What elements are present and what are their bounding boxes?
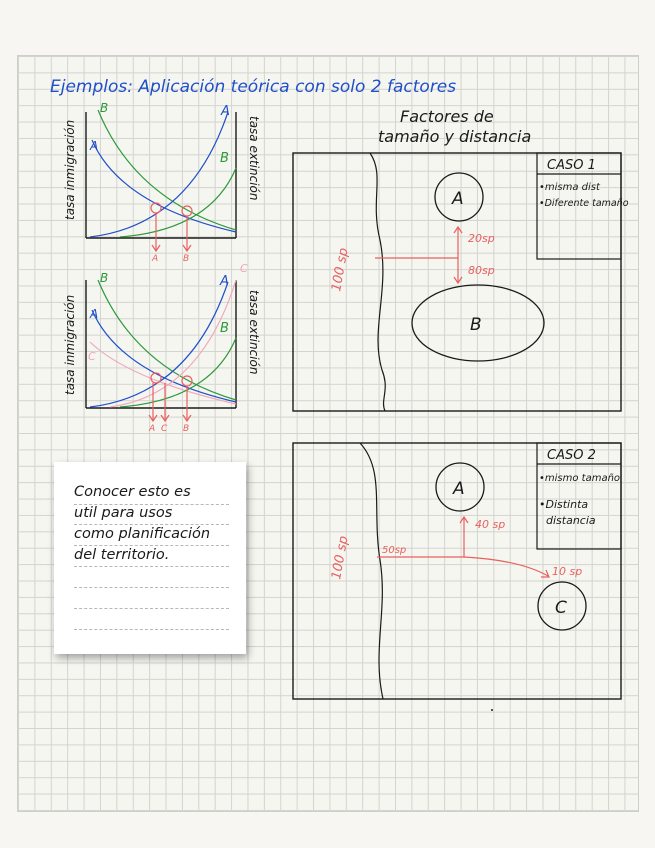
- graph-top: [63, 101, 261, 264]
- curve-label: B: [100, 271, 109, 285]
- arrow-label-b: B: [183, 254, 190, 264]
- flow-mid-label: 50sp: [382, 545, 407, 556]
- curve-label: B: [100, 101, 109, 115]
- factors-title-line2: tamaño y distancia: [378, 127, 532, 146]
- mainland-label: 100 sp: [329, 246, 352, 293]
- island-b-label: B: [470, 315, 482, 335]
- case2-title: CASO 2: [547, 448, 596, 463]
- island-a-label: A: [453, 479, 465, 499]
- arrow-label-b: B: [183, 424, 190, 434]
- case2-note: •mismo tamaño: [539, 473, 621, 484]
- ylabel-left: tasa inmigración: [63, 294, 77, 395]
- curve-label: B: [220, 321, 229, 336]
- curve-extinction-a: [90, 282, 228, 407]
- curve-label: C: [240, 262, 248, 275]
- equilibrium-b: [182, 376, 192, 386]
- mainland-coast: [360, 443, 383, 699]
- case1-note: •misma dist: [539, 182, 600, 193]
- case1-title: CASO 1: [547, 158, 596, 173]
- case1-diagram: [293, 153, 629, 411]
- case2-note: •Distinta: [539, 498, 589, 511]
- mainland-coast: [370, 153, 385, 411]
- page-title: Ejemplos: Aplicación teórica con solo 2 factores: [50, 77, 457, 97]
- island-a-label: A: [452, 189, 464, 209]
- equilibrium-a: [151, 373, 161, 383]
- curve-label: B: [220, 151, 229, 166]
- curve-label: A: [90, 307, 99, 321]
- curve-immigration-b: [98, 280, 236, 400]
- note-card: [54, 462, 246, 654]
- case2-note: distancia: [546, 514, 596, 527]
- note-line: Conocer esto es: [74, 484, 191, 500]
- island-c-label: C: [555, 598, 567, 618]
- curve-label: A: [220, 274, 229, 289]
- flow-a-label: 20sp: [468, 232, 495, 245]
- case2-diagram: [293, 443, 621, 699]
- curve-immigration-a: [92, 140, 236, 232]
- curve-extinction-b: [120, 168, 236, 237]
- factors-title-line1: Factores de: [400, 107, 494, 126]
- note-line: del territorio.: [74, 547, 170, 563]
- curve-label: A: [221, 104, 230, 119]
- curve-extinction-c: [110, 280, 236, 407]
- ylabel-right: tasa extinción: [247, 290, 261, 375]
- case1-note: •Diferente tamaño: [539, 198, 629, 209]
- flow-c-label: 10 sp: [552, 565, 583, 578]
- note-line: util para usos: [74, 505, 173, 521]
- mainland-label: 100 sp: [329, 534, 352, 581]
- note-line: como planificación: [74, 526, 211, 542]
- equilibrium-a: [151, 203, 161, 213]
- curve-label: A: [90, 139, 99, 153]
- curve-label: C: [88, 350, 96, 363]
- ylabel-right: tasa extinción: [247, 116, 261, 201]
- flow-a-label: 40 sp: [475, 518, 506, 531]
- graph-bottom: [63, 262, 261, 434]
- curve-immigration-b: [98, 110, 236, 230]
- arrow-label-c: C: [161, 424, 168, 434]
- ylabel-left: tasa inmigración: [63, 119, 77, 220]
- arrow-label-a: A: [152, 254, 159, 264]
- curve-immigration-c: [90, 342, 236, 404]
- curve-extinction-a: [90, 112, 228, 237]
- arrow-label-a: A: [149, 424, 156, 434]
- flow-b-label: 80sp: [468, 264, 495, 277]
- equilibrium-b: [182, 206, 192, 216]
